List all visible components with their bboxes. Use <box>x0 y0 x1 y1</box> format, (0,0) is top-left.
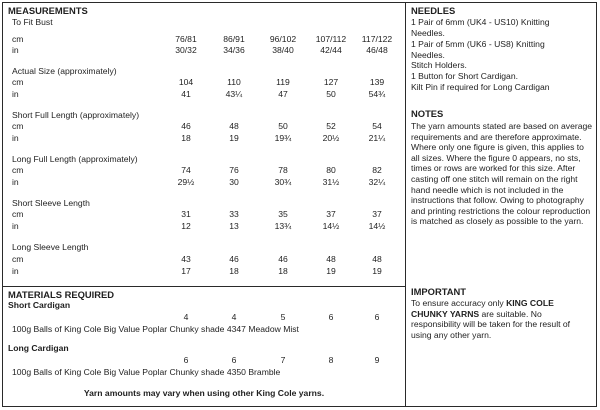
fit-bust-in-value: 46/48 <box>366 45 388 55</box>
short-full-length-in-value: 19 <box>229 133 239 143</box>
actual-size-in-value: 43¼ <box>225 89 243 99</box>
long-cardigan-ball-count: 9 <box>374 355 380 365</box>
long-cardigan-label: Long Cardigan <box>8 343 69 353</box>
long-sleeve-length-cm-value: 46 <box>229 254 239 264</box>
actual-size-in-label: in <box>12 89 19 99</box>
actual-size-in-value: 47 <box>278 89 288 99</box>
actual-size-cm-value: 119 <box>276 77 290 87</box>
short-full-length-in-value: 18 <box>181 133 191 143</box>
long-full-length-in-label: in <box>12 177 19 187</box>
short-full-length-cm-value: 52 <box>326 121 336 131</box>
fit-bust-cm-value: 96/102 <box>269 34 297 44</box>
pattern-info-sheet <box>2 2 597 407</box>
yarn-footnote: Yarn amounts may vary when using other King Cole yarns. <box>83 388 325 398</box>
long-sleeve-length-cm-value: 46 <box>278 254 288 264</box>
actual-size-cm-label: cm <box>12 77 24 87</box>
actual-size-in-value: 54¾ <box>368 89 386 99</box>
long-sleeve-length-in-value: 18 <box>229 266 239 276</box>
short-cardigan-yarn: 100g Balls of King Cole Big Value Poplar Chunky shade 4347 Meadow Mist <box>12 324 299 334</box>
actual-size-cm-value: 110 <box>227 77 241 87</box>
long-cardigan-ball-count: 6 <box>183 355 189 365</box>
section-divider <box>3 286 405 287</box>
short-sleeve-length-cm-value: 35 <box>278 209 288 219</box>
short-sleeve-length-cm-label: cm <box>12 209 24 219</box>
short-full-length-cm-value: 54 <box>372 121 382 131</box>
important-text <box>411 298 591 340</box>
needles-line: Needles. <box>411 50 445 60</box>
fit-bust-cm-value: 107/112 <box>315 34 347 44</box>
fit-bust-in-label: in <box>12 45 19 55</box>
long-full-length-in-value: 29½ <box>177 177 195 187</box>
short-sleeve-length-in-value: 14½ <box>322 221 340 231</box>
fit-bust-cm-label: cm <box>12 34 24 44</box>
long-full-length-cm-value: 76 <box>229 165 239 175</box>
fit-bust-cm-value: 76/81 <box>175 34 197 44</box>
long-full-length-label: Long Full Length (approximately) <box>12 154 138 164</box>
important-title: IMPORTANT <box>411 286 467 297</box>
long-full-length-cm-value: 78 <box>278 165 288 175</box>
long-sleeve-length-cm-value: 43 <box>181 254 191 264</box>
short-cardigan-ball-count: 4 <box>231 312 237 322</box>
long-cardigan-yarn: 100g Balls of King Cole Big Value Poplar Chunky shade 4350 Bramble <box>12 367 281 377</box>
short-full-length-in-value: 19¾ <box>274 133 292 143</box>
actual-size-in-value: 41 <box>181 89 191 99</box>
actual-size-label: Actual Size (approximately) <box>12 66 117 76</box>
short-sleeve-length-cm-value: 37 <box>326 209 336 219</box>
measurements-title: MEASUREMENTS <box>8 5 88 16</box>
materials-title: MATERIALS REQUIRED <box>8 289 115 300</box>
actual-size-in-value: 50 <box>326 89 336 99</box>
notes-text: The yarn amounts stated are based on average requirements and are therefore approximate. Where only one figure is given, this applies to all sizes. Where the figure 0 appears, no sts, times or rows are worked for this size. After casting off one stitch will remain on the right hand needle which is not included in the instructions that follow. Owing to photography and printing restrictions the colour reproduction is matched as closely as possible to the yarn. <box>411 121 593 227</box>
long-full-length-cm-label: cm <box>12 165 24 175</box>
fit-bust-cm-value: 117/122 <box>361 34 393 44</box>
fit-bust-cm-value: 86/91 <box>223 34 245 44</box>
important-text-after: are suitable. No responsibility will be taken for the result of using any other yarn. <box>411 308 571 340</box>
needles-line: 1 Pair of 5mm (UK6 - US8) Knitting <box>411 39 545 49</box>
short-full-length-label: Short Full Length (approximately) <box>12 110 140 120</box>
needles-line: Needles. <box>411 28 445 38</box>
long-sleeve-length-in-label: in <box>12 266 19 276</box>
long-full-length-in-value: 30¾ <box>274 177 292 187</box>
short-sleeve-length-in-value: 12 <box>181 221 191 231</box>
short-sleeve-length-in-value: 13¾ <box>274 221 292 231</box>
fit-bust-in-value: 30/32 <box>175 45 197 55</box>
long-sleeve-length-in-value: 19 <box>326 266 336 276</box>
long-sleeve-length-cm-value: 48 <box>372 254 382 264</box>
actual-size-cm-value: 104 <box>178 77 194 87</box>
needles-line: Kilt Pin if required for Long Cardigan <box>411 82 550 92</box>
needles-line: Stitch Holders. <box>411 60 467 70</box>
short-cardigan-ball-count: 6 <box>328 312 334 322</box>
fit-bust-label: To Fit Bust <box>12 17 53 27</box>
short-cardigan-label: Short Cardigan <box>8 300 71 310</box>
short-sleeve-length-in-value: 14½ <box>368 221 386 231</box>
short-sleeve-length-label: Short Sleeve Length <box>12 198 90 208</box>
long-sleeve-length-label: Long Sleeve Length <box>12 242 89 252</box>
short-cardigan-ball-count: 6 <box>374 312 380 322</box>
long-sleeve-length-in-value: 17 <box>181 266 191 276</box>
short-sleeve-length-cm-value: 31 <box>181 209 191 219</box>
fit-bust-in-value: 34/36 <box>223 45 245 55</box>
long-cardigan-ball-count: 6 <box>231 355 237 365</box>
needles-line: 1 Pair of 6mm (UK4 - US10) Knitting <box>411 17 550 27</box>
short-full-length-in-value: 21¼ <box>368 133 386 143</box>
actual-size-cm-value: 127 <box>323 77 339 87</box>
long-full-length-in-value: 31½ <box>322 177 340 187</box>
long-full-length-cm-value: 82 <box>372 165 382 175</box>
long-full-length-cm-value: 80 <box>326 165 336 175</box>
long-sleeve-length-cm-value: 48 <box>326 254 336 264</box>
short-full-length-cm-label: cm <box>12 121 24 131</box>
short-full-length-cm-value: 48 <box>229 121 239 131</box>
actual-size-cm-value: 139 <box>369 77 385 87</box>
short-full-length-in-label: in <box>12 133 19 143</box>
column-divider <box>405 3 406 406</box>
long-sleeve-length-in-value: 19 <box>372 266 382 276</box>
short-sleeve-length-in-label: in <box>12 221 19 231</box>
long-full-length-cm-value: 74 <box>181 165 191 175</box>
short-cardigan-ball-count: 4 <box>183 312 189 322</box>
important-brand: KING COLE CHUNKY YARNS <box>411 298 554 319</box>
long-cardigan-ball-count: 7 <box>280 355 286 365</box>
fit-bust-in-value: 42/44 <box>320 45 342 55</box>
short-cardigan-ball-count: 5 <box>280 312 286 322</box>
needles-title: NEEDLES <box>411 5 456 16</box>
long-sleeve-length-cm-label: cm <box>12 254 24 264</box>
short-sleeve-length-in-value: 13 <box>229 221 239 231</box>
long-full-length-in-value: 30 <box>229 177 239 187</box>
short-sleeve-length-cm-value: 33 <box>229 209 239 219</box>
fit-bust-in-value: 38/40 <box>272 45 294 55</box>
notes-title: NOTES <box>411 108 444 119</box>
short-sleeve-length-cm-value: 37 <box>372 209 382 219</box>
short-full-length-cm-value: 50 <box>278 121 288 131</box>
short-full-length-cm-value: 46 <box>181 121 191 131</box>
short-full-length-in-value: 20½ <box>322 133 340 143</box>
long-sleeve-length-in-value: 18 <box>278 266 288 276</box>
important-text-before: To ensure accuracy only <box>411 298 507 308</box>
long-full-length-in-value: 32¼ <box>368 177 386 187</box>
needles-line: 1 Button for Short Cardigan. <box>411 71 519 81</box>
long-cardigan-ball-count: 8 <box>328 355 334 365</box>
